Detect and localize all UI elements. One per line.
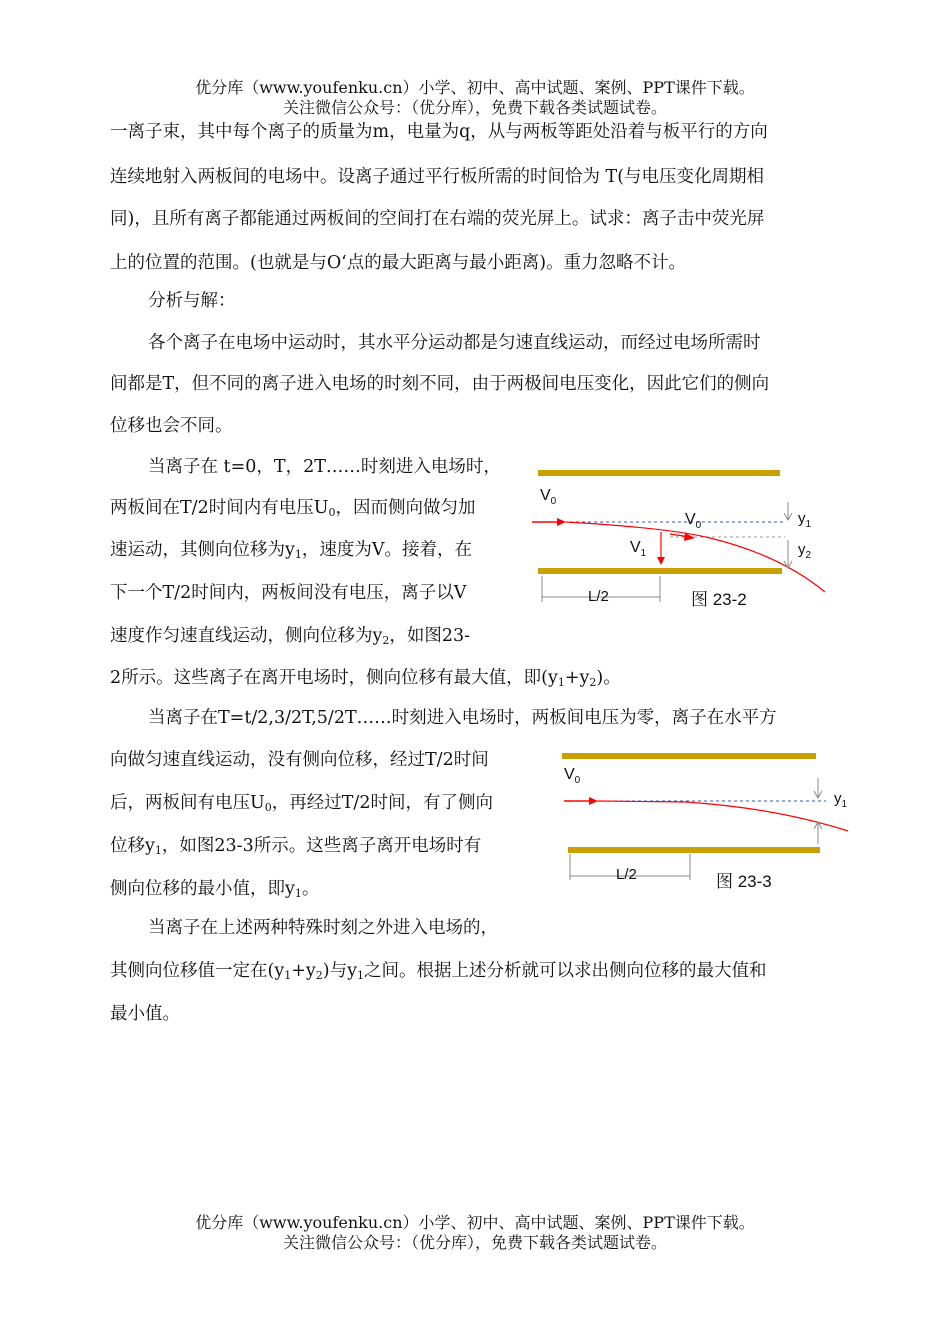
header-line-1: 优分库（www.youfenku.cn）小学、初中、高中试题、案例、PPT课件下载。 [195,78,755,97]
v0-label: $V_0$ [564,766,581,786]
analysis-p4-line-3: 最小值。 [110,1004,180,1024]
y1-label: $y_1$ [798,510,812,530]
analysis-p2-line-4: 下一个T/2时间内，两板间没有电压，离子以V [110,583,467,603]
length-label: L/2 [616,866,637,883]
ion-trajectory [598,801,848,831]
analysis-p3-line-4: 位移$y_1$，如图23-3所示。这些离子离开电场时有 [110,836,482,857]
ion-trajectory [566,522,825,592]
deflection-arrowhead [657,557,665,565]
analysis-p2-line-6: 2所示。这些离子在离开电场时，侧向位移有最大值，即$(y_1+y_2)$。 [110,668,621,689]
length-label: L/2 [588,588,609,605]
problem-line-4: 上的位置的范围。(也就是与O‘点的最大距离与最小距离)。重力忽略不计。 [110,253,687,273]
figure-23-3-caption: 图 23-3 [716,872,772,891]
analysis-p1-line-1: 各个离子在电场中运动时，其水平分运动都是匀速直线运动，而经过电场所需时 [148,333,761,353]
bottom-plate [538,568,782,574]
v1-label: $V_1$ [630,539,647,559]
analysis-p1-line-2: 间都是T，但不同的离子进入电场的时刻不同，由于两极间电压变化，因此它们的侧向 [110,374,770,394]
problem-line-3: 同)，且所有离子都能通过两板间的空间打在右端的荧光屏上。试求：离子击中荧光屏 [110,209,765,229]
bottom-plate [568,847,820,853]
y2-label: $y_2$ [798,541,812,561]
v-label: $V_0$ [685,511,702,531]
v0-label: $V_0$ [540,487,557,507]
top-plate [538,470,780,476]
analysis-p2-line-2: 两板间在T/2时间内有电压$U_0$，因而侧向做匀加 [110,498,476,519]
top-plate [562,753,816,759]
analysis-p4-line-1: 当离子在上述两种特殊时刻之外进入电场的， [148,918,498,938]
problem-line-1: 一离子束，其中每个离子的质量为m，电量为q，从与两板等距处沿着与板平行的方向 [110,122,768,142]
analysis-p2-line-5: 速度作匀速直线运动，侧向位移为$y_2$，如图23- [110,626,471,647]
analysis-p2-line-1: 当离子在 t=0，T，2T……时刻进入电场时， [148,457,501,477]
problem-line-2: 连续地射入两板间的电场中。设离子通过平行板所需的时间恰为 T(与电压变化周期相 [110,167,765,187]
analysis-title: 分析与解： [148,291,236,311]
figure-23-3 [556,746,856,896]
figure-23-2-caption: 图 23-2 [691,590,747,609]
analysis-p3-line-5: 侧向位移的最小值，即$y_1$。 [110,879,320,900]
entry-arrowhead [589,797,598,805]
analysis-p4-line-2: 其侧向位移值一定在$(y_1+y_2)$与$y_1$之间。根据上述分析就可以求出侧向位移的最大值和 [110,961,767,982]
analysis-p2-line-3: 速运动，其侧向位移为$y_1$，速度为V。接着，在 [110,540,473,561]
analysis-p3-line-3: 后，两板间有电压$U_0$，再经过T/2时间，有了侧向 [110,793,493,814]
analysis-p1-line-3: 位移也会不同。 [110,416,233,436]
analysis-p3-line-1: 当离子在T=t/2,3/2T,5/2T……时刻进入电场时，两板间电压为零，离子在水平方 [148,708,777,728]
footer-line-2: 关注微信公众号：（优分库），免费下载各类试题试卷。 [282,1233,667,1252]
analysis-p3-line-2: 向做匀速直线运动，没有侧向位移，经过T/2时间 [110,750,489,770]
y1-label: $y_1$ [834,790,848,810]
entry-arrowhead [557,518,566,526]
figure-23-2 [530,462,830,612]
footer-line-1: 优分库（www.youfenku.cn）小学、初中、高中试题、案例、PPT课件下载。 [195,1213,755,1232]
header-line-2: 关注微信公众号：（优分库），免费下载各类试题试卷。 [282,98,667,117]
